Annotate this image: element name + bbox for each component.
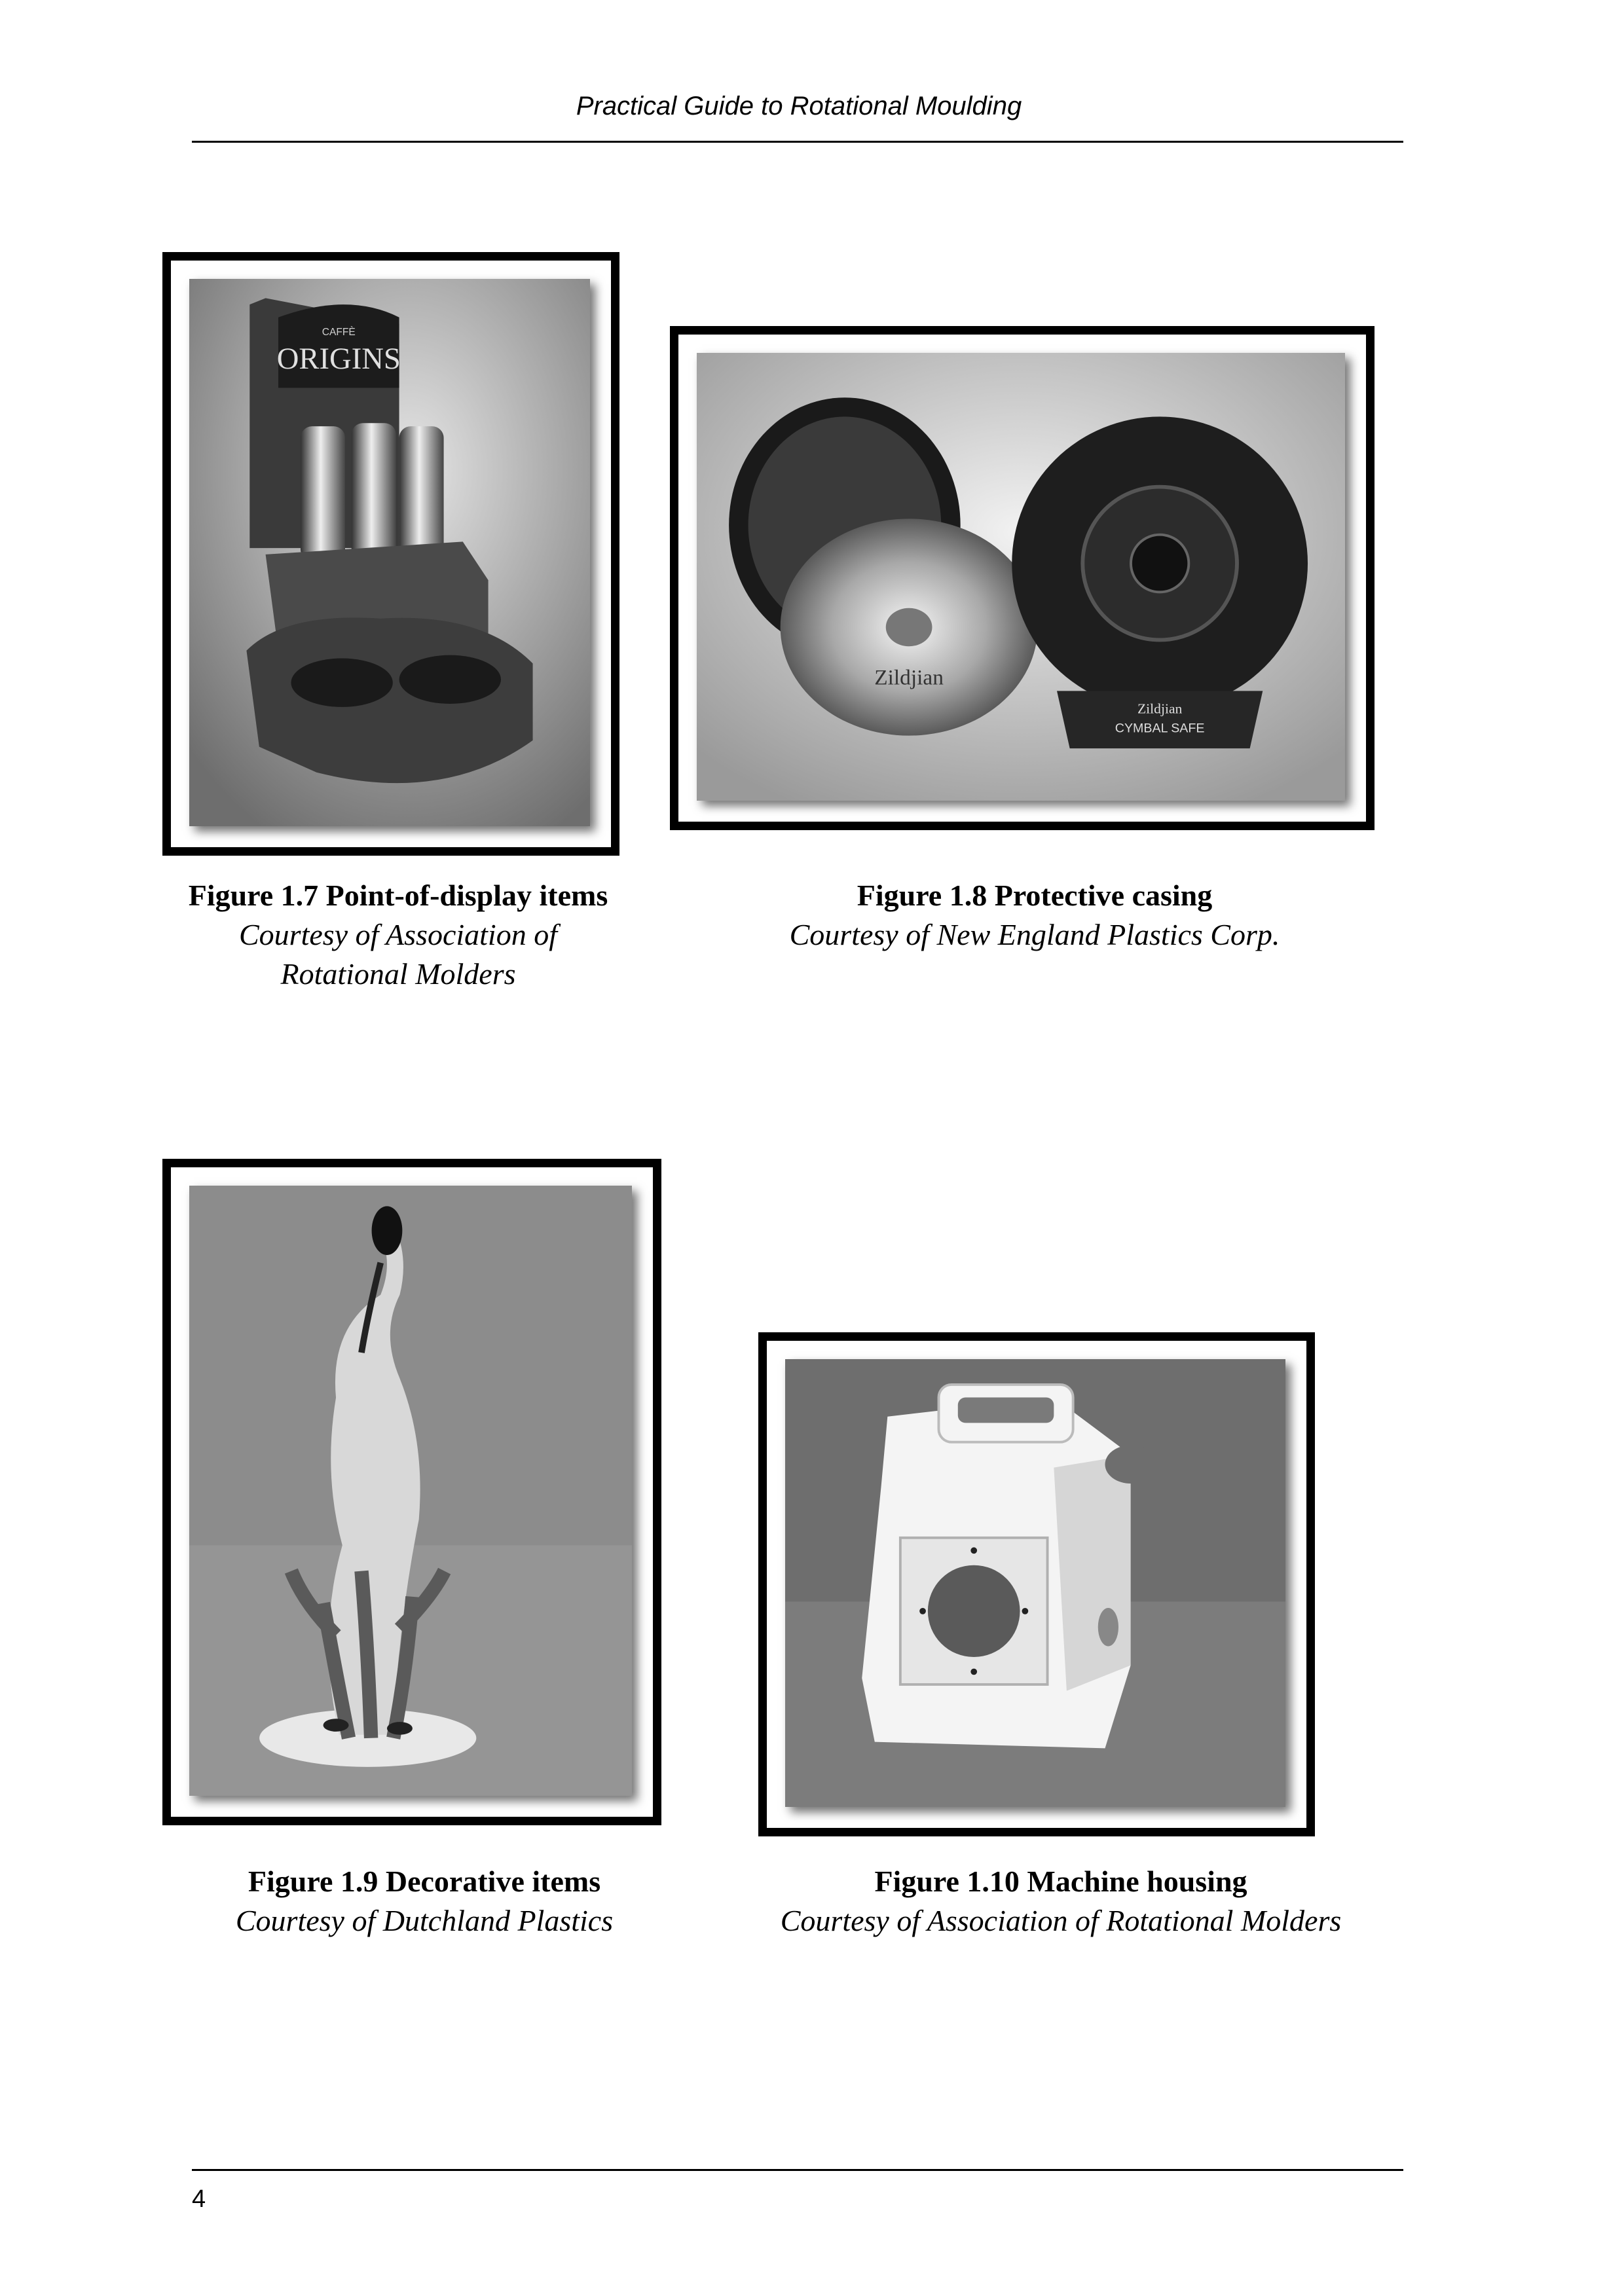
protective-casing-photo: [697, 353, 1345, 801]
page-number: 4: [192, 2185, 206, 2213]
header-rule: [192, 141, 1403, 143]
figure-1-7-caption: [126, 876, 670, 994]
point-of-display-photo: [189, 279, 590, 826]
figure-1-10-caption: [688, 1862, 1434, 1941]
figure-1-10-frame: [758, 1332, 1315, 1836]
figure-1-9-frame: [162, 1159, 661, 1825]
cymbal-safe-text: CYMBAL SAFE: [1115, 721, 1205, 736]
caffe-logo-text: CAFFÈ: [322, 327, 356, 338]
machine-housing-photo: [785, 1359, 1285, 1807]
running-header: Practical Guide to Rotational Moulding: [576, 92, 1022, 120]
figure-1-7-credit-line1: Courtesy of Association of: [239, 918, 557, 951]
figure-1-8-frame: [670, 326, 1375, 830]
figure-1-8-title: Figure 1.8 Protective casing: [857, 879, 1213, 912]
footer-rule: [192, 2169, 1403, 2171]
figure-1-10-title: Figure 1.10 Machine housing: [874, 1865, 1247, 1898]
figure-1-7-frame: [162, 252, 619, 856]
figure-1-9-caption: [149, 1862, 699, 1941]
zildjian-cymbal-text: Zildjian: [874, 665, 944, 690]
figure-1-8-caption: [694, 876, 1375, 955]
figure-1-7-credit-line2: Rotational Molders: [280, 957, 516, 991]
figure-1-9-credit: Courtesy of Dutchland Plastics: [235, 1904, 614, 1937]
figure-1-7-title: Figure 1.7 Point-of-display items: [188, 879, 608, 912]
figure-1-10-credit: Courtesy of Association of Rotational Molders: [780, 1904, 1342, 1937]
figure-1-8-credit: Courtesy of New England Plastics Corp.: [789, 918, 1280, 951]
figure-1-9-title: Figure 1.9 Decorative items: [248, 1865, 601, 1898]
decorative-heron-photo: [189, 1186, 632, 1796]
origins-logo-text: ORIGINS: [276, 341, 401, 376]
zildjian-case-text: Zildjian: [1137, 701, 1183, 717]
